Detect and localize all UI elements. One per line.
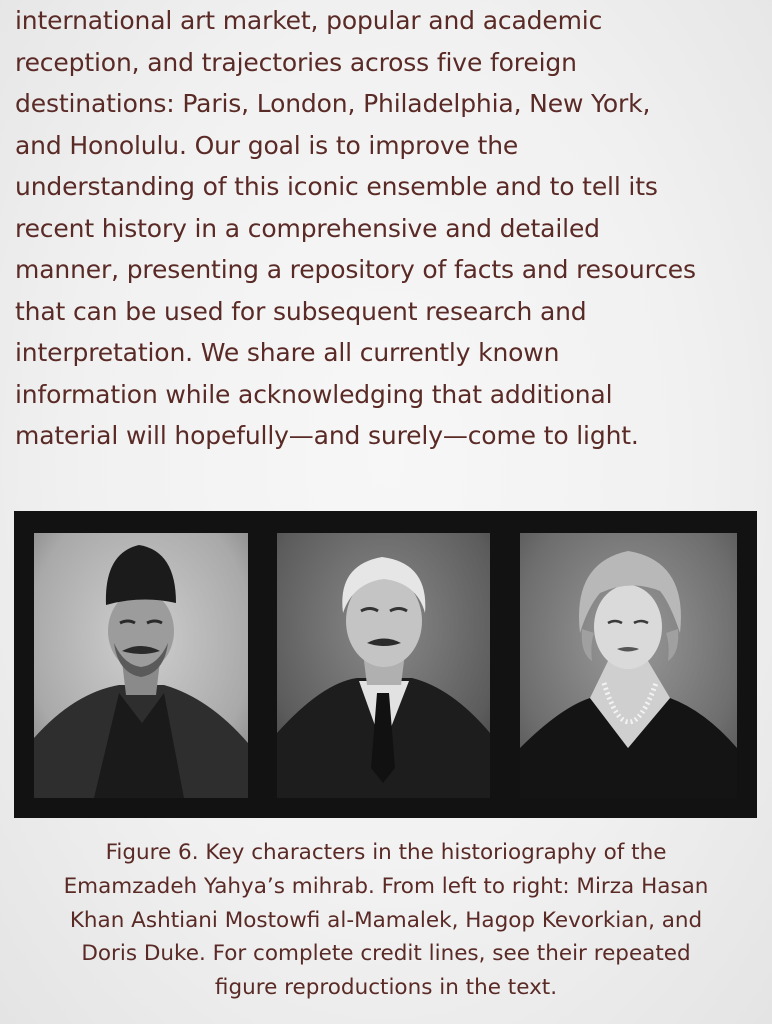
caption-line: Figure 6. Key characters in the historiography of the bbox=[105, 840, 667, 865]
caption-line: Khan Ashtiani Mostowfi al-Mamalek, Hagop Kevorkian, and bbox=[69, 907, 703, 933]
body-line: international art market, popular and academic bbox=[15, 6, 603, 35]
body-paragraph bbox=[15, 0, 765, 457]
body-line: that can be used for subsequent research and bbox=[15, 296, 587, 326]
caption-line: Emamzadeh Yahya’s mihrab. From left to right: Mirza Hasan bbox=[63, 873, 709, 899]
body-line: recent history in a comprehensive and detailed bbox=[15, 213, 600, 243]
body-line: material will hopefully—and surely—come to light. bbox=[15, 421, 639, 450]
figure-caption bbox=[0, 836, 772, 1005]
portrait-kevorkian-image bbox=[277, 533, 490, 798]
body-line: reception, and trajectories across five foreign bbox=[15, 47, 577, 77]
caption-line: figure reproductions in the text. bbox=[214, 975, 558, 1001]
body-line: understanding of this iconic ensemble and to tell its bbox=[15, 172, 658, 201]
body-line: interpretation. We share all currently known bbox=[15, 338, 560, 367]
portrait-mostowfi-al-mamalek bbox=[34, 533, 248, 798]
body-line: manner, presenting a repository of facts and resources bbox=[15, 255, 696, 284]
portrait-duke-image bbox=[520, 533, 737, 798]
body-line: destinations: Paris, London, Philadelphia, New York, bbox=[15, 89, 651, 118]
body-line: and Honolulu. Our goal is to improve the bbox=[15, 130, 519, 160]
caption-line: Doris Duke. For complete credit lines, see their repeated bbox=[81, 941, 691, 967]
figure-portrait-strip bbox=[14, 511, 757, 818]
portrait-hagop-kevorkian bbox=[277, 533, 490, 798]
body-line: information while acknowledging that additional bbox=[15, 379, 613, 409]
portrait-mostowfi-image bbox=[34, 533, 248, 798]
portrait-doris-duke bbox=[520, 533, 737, 798]
